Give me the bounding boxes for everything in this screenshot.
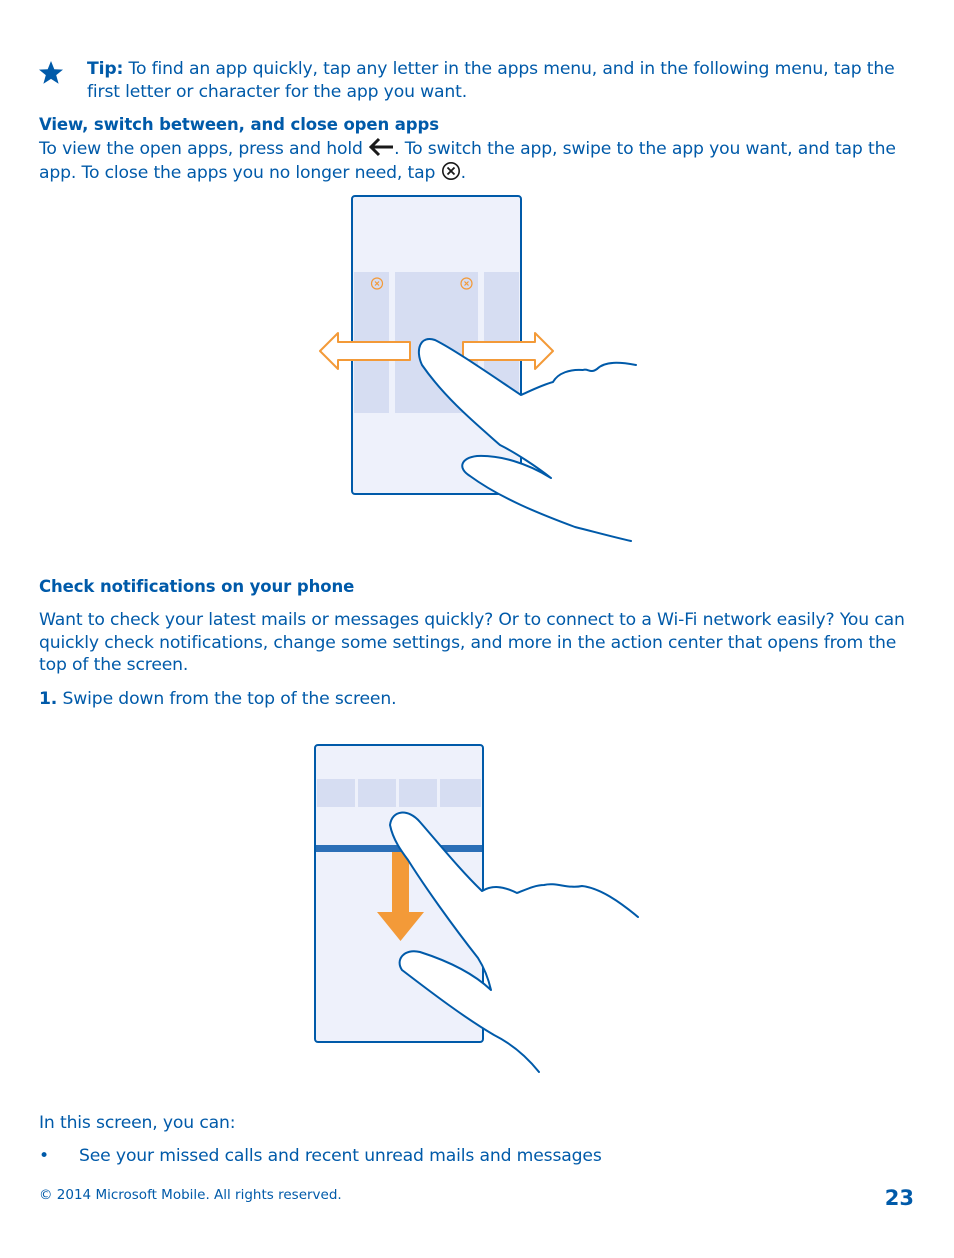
notifications-intro: Want to check your latest mails or messages quickly? Or to connect to a Wi-Fi network easily? You can quickly check notifications, change some settings, and more in the action center that opens from the top of the screen. [39, 610, 905, 675]
tip-text: To find an app quickly, tap any letter in the apps menu, and in the following menu, tap the first letter or character for the app you want. [87, 59, 895, 102]
star-icon [38, 60, 64, 85]
step-1 [39, 688, 396, 711]
tip-label: Tip: [87, 59, 124, 79]
page-number: 23 [884, 1186, 914, 1210]
list-item: See your missed calls and recent unread mails and messages [79, 1146, 602, 1166]
section-heading-notifications: Check notifications on your phone [39, 577, 355, 596]
tip-paragraph [87, 58, 922, 103]
copyright-text: © 2014 Microsoft Mobile. All rights reserved. [39, 1187, 342, 1203]
open-apps-text-2: . To switch the app, swipe to the app you want, and tap the app. To close the apps you no longer need, tap [39, 139, 896, 183]
step-number: 1. [39, 689, 58, 709]
open-apps-paragraph [39, 137, 919, 184]
screen-lead-text: In this screen, you can: [39, 1113, 236, 1133]
step-text: Swipe down from the top of the screen. [57, 689, 397, 709]
back-arrow-icon [368, 137, 394, 157]
section-heading-open-apps: View, switch between, and close open apps [39, 115, 439, 134]
open-apps-text-3: . [460, 162, 466, 183]
close-circle-icon [441, 161, 461, 181]
open-apps-text-1: To view the open apps, press and hold [39, 139, 369, 159]
bullet-symbol: • [39, 1146, 49, 1166]
